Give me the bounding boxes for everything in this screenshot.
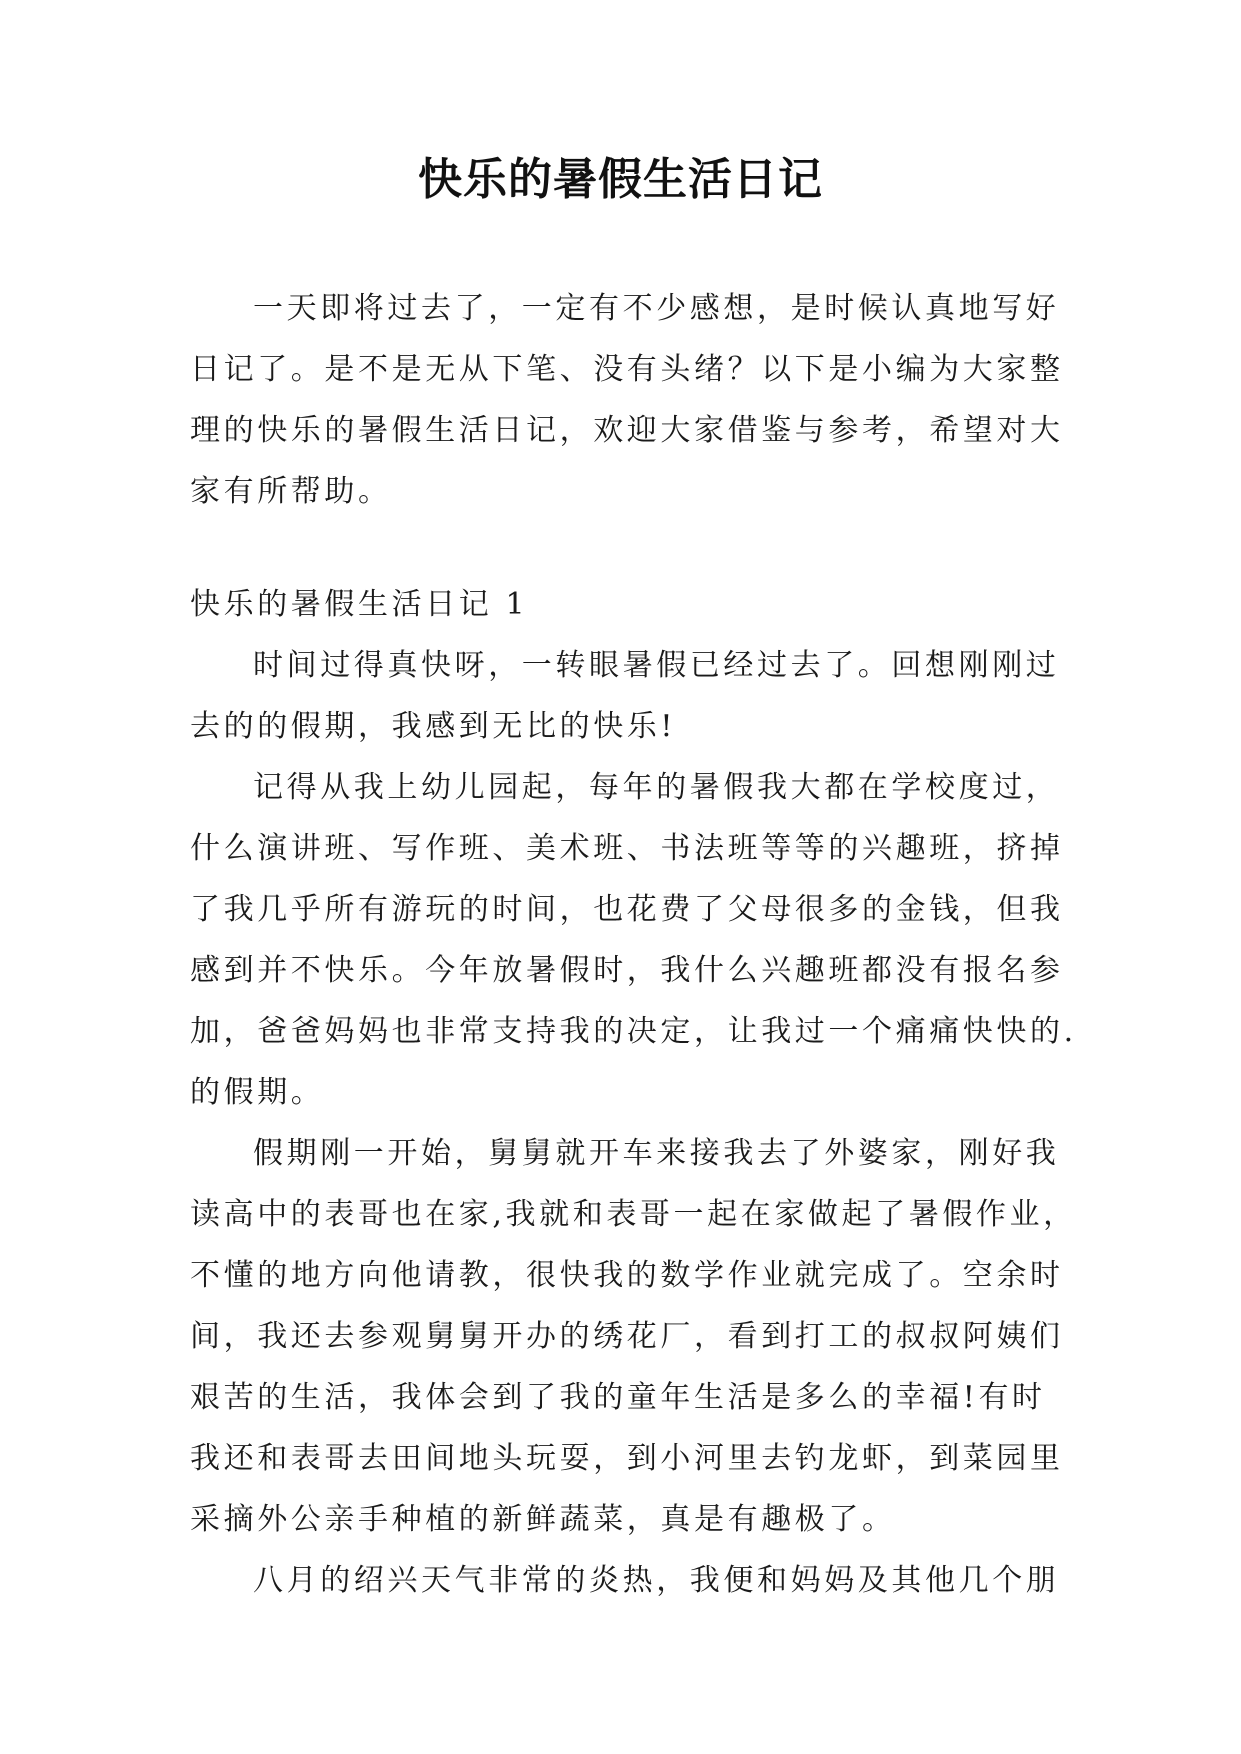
body-line-2: 去的的假期，我感到无比的快乐! (190, 709, 677, 744)
body-line-13: 艰苦的生活，我体会到了我的童年生活是多么的幸福!有时 (190, 1380, 1046, 1415)
body-line-16: 八月的绍兴天气非常的炎热，我便和妈妈及其他几个朋 (253, 1563, 1060, 1598)
body-line-9: 假期刚一开始，舅舅就开车来接我去了外婆家，刚好我 (253, 1136, 1060, 1171)
document-title: 快乐的暑假生活日记 (418, 154, 823, 205)
body-line-6: 感到并不快乐。今年放暑假时，我什么兴趣班都没有报名参 (190, 953, 1064, 988)
body-line-15: 采摘外公亲手种植的新鲜蔬菜，真是有趣极了。 (190, 1502, 896, 1537)
intro-line-3: 理的快乐的暑假生活日记，欢迎大家借鉴与参考，希望对大 (190, 413, 1064, 448)
section-heading: 快乐的暑假生活日记 1 (190, 587, 529, 622)
body-line-11: 不懂的地方向他请教，很快我的数学作业就完成了。空余时 (190, 1258, 1064, 1293)
intro-line-2: 日记了。是不是无从下笔、没有头绪？以下是小编为大家整 (190, 352, 1064, 387)
body-line-5: 了我几乎所有游玩的时间，也花费了父母很多的金钱，但我 (190, 892, 1064, 927)
body-line-14: 我还和表哥去田间地头玩耍，到小河里去钓龙虾，到菜园里 (190, 1441, 1064, 1476)
body-line-12: 间，我还去参观舅舅开办的绣花厂，看到打工的叔叔阿姨们 (190, 1319, 1064, 1354)
intro-line-4: 家有所帮助。 (190, 474, 392, 509)
body-line-1: 时间过得真快呀，一转眼暑假已经过去了。回想刚刚过 (253, 648, 1060, 683)
body-line-4: 什么演讲班、写作班、美术班、书法班等等的兴趣班，挤掉 (190, 831, 1064, 866)
body-line-3: 记得从我上幼儿园起，每年的暑假我大都在学校度过， (253, 770, 1060, 805)
intro-line-1: 一天即将过去了，一定有不少感想，是时候认真地写好 (253, 291, 1060, 326)
body-line-7: 加，爸爸妈妈也非常支持我的决定，让我过一个痛痛快快的. (190, 1014, 1077, 1049)
body-line-10: 读高中的表哥也在家,我就和表哥一起在家做起了暑假作业， (190, 1197, 1077, 1232)
body-line-8: 的假期。 (190, 1075, 325, 1110)
